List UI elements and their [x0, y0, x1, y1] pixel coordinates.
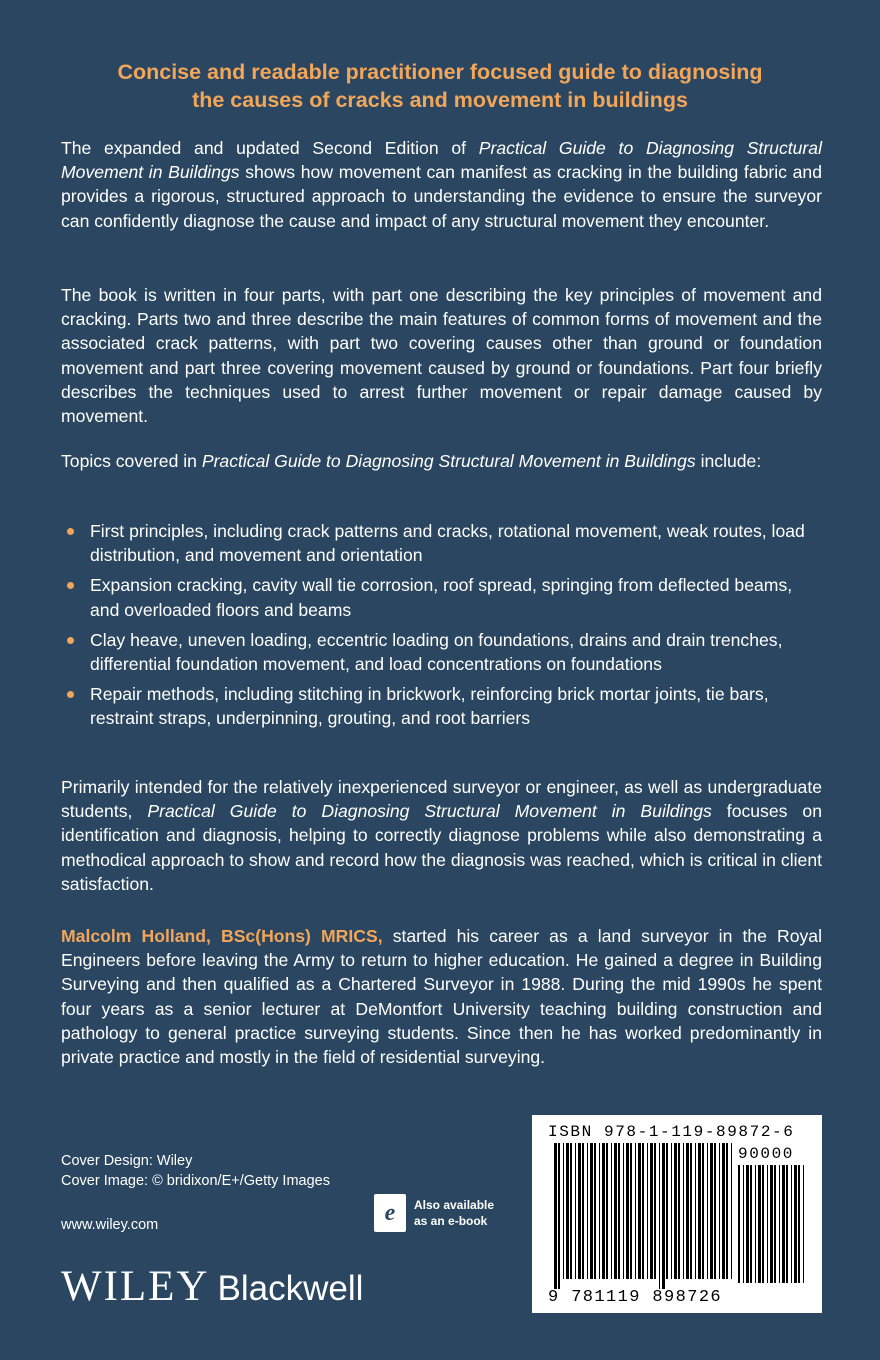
author-bio-text: started his career as a land surveyor in the Royal Engineers before leaving the Army to return to higher education. He gained a degree in Building Surveying and then qualified as a Chartered Surveyor in 1988. During the mid 1990s he spent four years as a senior lecturer at DeMontfort University teaching building construction and pathology to general practice surveying students. Since then he has worked predominantly in private practice and mostly in the field of residential surveying.	[61, 926, 822, 1068]
barcode-bar	[623, 1143, 624, 1279]
topics-intro	[61, 449, 822, 473]
publisher-logo	[61, 1262, 363, 1311]
barcode-bar	[794, 1165, 797, 1283]
barcode-bar	[695, 1143, 696, 1279]
topic-text: Expansion cracking, cavity wall tie corrosion, roof spread, springing from deflected beams, and overloaded floors and beams	[90, 575, 793, 620]
list-item	[66, 573, 806, 621]
barcode-bar	[635, 1143, 636, 1279]
intro-lead: The expanded and updated Second Edition of	[61, 138, 479, 158]
ebook-line-1: Also available	[414, 1198, 495, 1212]
wiley-wordmark: WILEY	[61, 1263, 210, 1310]
topics-tail: include:	[695, 451, 762, 471]
topic-text: Clay heave, uneven loading, eccentric loading on foundations, drains and drain trenches, differential foundation movement, and load concentrations on foundations	[90, 629, 783, 675]
barcode-bar	[654, 1143, 656, 1279]
barcode-bar	[702, 1143, 704, 1279]
barcode-bar	[599, 1143, 600, 1279]
ebook-text	[414, 1197, 494, 1229]
barcode-bar	[731, 1143, 732, 1279]
barcode-bar	[750, 1165, 752, 1283]
barcode-bar	[774, 1165, 776, 1283]
barcode-bar	[767, 1165, 768, 1283]
barcode-bar	[791, 1165, 792, 1283]
barcode-bar	[647, 1143, 648, 1279]
barcode-bar	[786, 1165, 788, 1283]
barcode-bar	[726, 1143, 728, 1279]
addon-barcode-bars	[738, 1165, 808, 1283]
bullet-icon	[67, 691, 74, 698]
barcode-bar	[666, 1143, 668, 1279]
barcode	[532, 1115, 822, 1313]
barcode-bar	[618, 1143, 620, 1279]
barcode-bar	[707, 1143, 708, 1279]
audience-rest: focuses on identification and diagnosis, helping to correctly diagnose problems while also demonstrating a methodical approach to show and record how the diagnosis was reached, which is critical in client satisfaction.	[61, 801, 822, 894]
list-item	[66, 682, 806, 730]
bullet-icon	[67, 528, 74, 535]
isbn-digits: 9 781119 898726	[548, 1288, 723, 1307]
barcode-bar	[578, 1143, 581, 1279]
barcode-bar	[678, 1143, 680, 1279]
barcode-bar	[779, 1165, 780, 1283]
cover-image-credit: Cover Image: © bridixon/E+/Getty Images	[61, 1173, 330, 1189]
barcode-bar	[674, 1143, 677, 1279]
barcode-bar	[554, 1143, 557, 1289]
headline-line-1: Concise and readable practitioner focused guide to diagnosing	[117, 60, 763, 84]
barcode-bar	[630, 1143, 632, 1279]
structure-paragraph: The book is written in four parts, with part one describing the key principles of movement and cracking. Parts two and three describe the main features of common forms of movement and the associated crack patterns, with part two covering causes other than ground or foundation movement and part three covering movement caused by ground or foundations. Part four briefly describes the techniques used to arrest further movement or repair damage caused by movement.	[61, 285, 822, 427]
ebook-icon: e	[374, 1194, 406, 1232]
barcode-bar	[614, 1143, 617, 1279]
barcode-bar	[626, 1143, 629, 1279]
topics-lead: Topics covered in	[61, 451, 202, 471]
barcode-bar	[782, 1165, 785, 1283]
list-item	[66, 519, 806, 567]
barcode-bar	[803, 1165, 804, 1283]
isbn-label: ISBN 978-1-119-89872-6	[548, 1123, 795, 1141]
audience-lead: Primarily intended for the relatively inexperienced surveyor or engineer, as well as undergraduate students,	[61, 777, 822, 822]
barcode-bar	[582, 1143, 584, 1279]
barcode-bar	[798, 1165, 800, 1283]
author-bio	[61, 924, 822, 1069]
barcode-bar	[602, 1143, 605, 1279]
cover-credits	[61, 1151, 330, 1191]
barcode-bar	[698, 1143, 701, 1279]
barcode-bar	[683, 1143, 684, 1279]
intro-paragraph	[61, 136, 822, 233]
barcode-bar	[650, 1143, 653, 1279]
barcode-bar	[671, 1143, 672, 1279]
barcode-bar	[606, 1143, 608, 1279]
barcode-bar	[611, 1143, 612, 1279]
price-code: 90000	[738, 1145, 795, 1163]
barcode-bar	[743, 1165, 744, 1283]
barcode-bar	[575, 1143, 576, 1279]
barcode-bars	[554, 1143, 734, 1289]
barcode-bar	[690, 1143, 692, 1279]
ebook-notice	[374, 1193, 494, 1233]
barcode-bar	[566, 1143, 569, 1279]
barcode-bar	[710, 1143, 713, 1279]
barcode-bar	[590, 1143, 593, 1279]
topic-text: Repair methods, including stitching in brickwork, reinforcing brick mortar joints, tie bars, restraint straps, underpinning, grouting, and root barriers	[90, 684, 769, 729]
barcode-bar	[638, 1143, 641, 1279]
book-title: Practical Guide to Diagnosing Structural Movement in Buildings	[201, 451, 696, 471]
barcode-bar	[686, 1143, 689, 1279]
barcode-bar	[714, 1143, 716, 1279]
barcode-bar	[659, 1143, 660, 1289]
barcode-bar	[719, 1143, 720, 1279]
barcode-bar	[762, 1165, 764, 1283]
bullet-icon	[67, 582, 74, 589]
barcode-bar	[642, 1143, 644, 1279]
blackwell-wordmark: Blackwell	[217, 1269, 364, 1308]
list-item	[66, 628, 806, 676]
website-link[interactable]: www.wiley.com	[61, 1217, 159, 1233]
ebook-line-2: as an e-book	[414, 1214, 488, 1228]
book-title: Practical Guide to Diagnosing Structural Movement in Buildings	[61, 138, 822, 183]
author-name: Malcolm Holland, BSc(Hons) MRICS,	[61, 926, 383, 946]
headline	[40, 58, 840, 114]
barcode-bar	[587, 1143, 588, 1279]
topics-list	[66, 519, 806, 737]
bullet-icon	[67, 637, 74, 644]
audience-paragraph	[61, 775, 822, 896]
topic-text: First principles, including crack patterns and cracks, rotational movement, weak routes, load distribution, and movement and orientation	[90, 521, 805, 566]
barcode-bar	[594, 1143, 596, 1279]
barcode-bar	[570, 1143, 572, 1279]
barcode-bar	[758, 1165, 761, 1283]
barcode-bar	[755, 1165, 756, 1283]
book-title: Practical Guide to Diagnosing Structural Movement in Buildings	[147, 801, 712, 822]
barcode-bar	[558, 1143, 560, 1289]
headline-line-2: the causes of cracks and movement in buildings	[192, 88, 688, 112]
barcode-bar	[662, 1143, 665, 1289]
barcode-bar	[738, 1165, 740, 1283]
barcode-bar	[746, 1165, 749, 1283]
cover-design-credit: Cover Design: Wiley	[61, 1153, 193, 1169]
barcode-bar	[722, 1143, 725, 1279]
intro-rest: shows how movement can manifest as cracking in the building fabric and provides a rigorous, structured approach to understanding the evidence to ensure the surveyor can confidently diagnose the cause and impact of any structural movement they encounter.	[61, 162, 822, 231]
barcode-bar	[563, 1143, 564, 1279]
barcode-bar	[770, 1165, 773, 1283]
